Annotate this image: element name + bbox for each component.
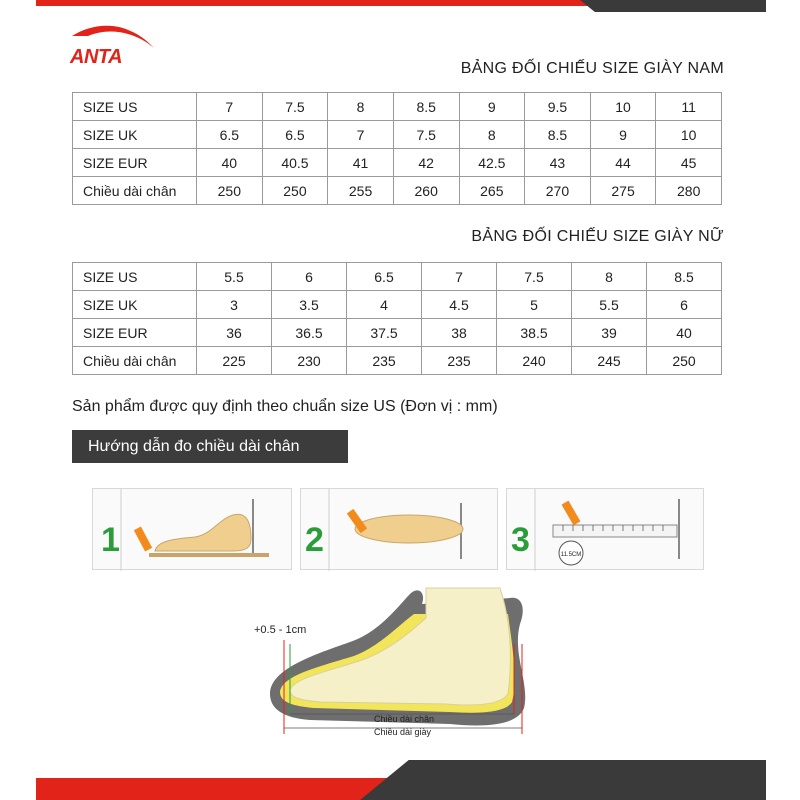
size-cell: 7.5 <box>262 93 328 121</box>
size-cell: 42.5 <box>459 149 525 177</box>
brand-logo-text: ANTA <box>70 46 123 68</box>
size-cell: 3 <box>197 291 272 319</box>
row-label: SIZE US <box>73 93 197 121</box>
women-table-title: BẢNG ĐỐI CHIẾU SIZE GIÀY NỮ <box>471 228 724 245</box>
top-red-stripe <box>36 0 596 6</box>
size-cell: 9 <box>590 121 656 149</box>
size-cell: 4 <box>347 291 422 319</box>
row-label: SIZE EUR <box>73 319 197 347</box>
size-cell: 8.5 <box>393 93 459 121</box>
size-cell: 10 <box>656 121 722 149</box>
size-cell: 37.5 <box>347 319 422 347</box>
size-cell: 3.5 <box>272 291 347 319</box>
size-cell: 260 <box>393 177 459 205</box>
row-label: SIZE EUR <box>73 149 197 177</box>
size-cell: 6.5 <box>347 263 422 291</box>
size-cell: 275 <box>590 177 656 205</box>
size-cell: 250 <box>647 347 722 375</box>
size-cell: 4.5 <box>422 291 497 319</box>
size-cell: 230 <box>272 347 347 375</box>
row-label: Chiều dài chân <box>73 347 197 375</box>
row-label: SIZE UK <box>73 291 197 319</box>
size-cell: 250 <box>197 177 263 205</box>
row-label: SIZE UK <box>73 121 197 149</box>
women-table-row <box>73 347 722 375</box>
bottom-red-stripe <box>36 778 416 800</box>
size-cell: 8 <box>328 93 394 121</box>
step-3-panel <box>506 488 704 570</box>
size-cell: 36.5 <box>272 319 347 347</box>
size-cell: 235 <box>422 347 497 375</box>
row-label: Chiều dài chân <box>73 177 197 205</box>
size-cell: 235 <box>347 347 422 375</box>
step-1-illustration <box>93 489 293 571</box>
size-cell: 44 <box>590 149 656 177</box>
bottom-dark-stripe <box>360 760 766 800</box>
size-cell: 42 <box>393 149 459 177</box>
size-cell: 245 <box>572 347 647 375</box>
size-cell: 45 <box>656 149 722 177</box>
row-label: SIZE US <box>73 263 197 291</box>
women-table-row <box>73 291 722 319</box>
top-dark-stripe <box>580 0 766 12</box>
men-table-title: BẢNG ĐỐI CHIẾU SIZE GIÀY NAM <box>460 60 724 77</box>
size-cell: 255 <box>328 177 394 205</box>
men-table-row <box>73 149 722 177</box>
size-cell: 8 <box>572 263 647 291</box>
size-cell: 5.5 <box>572 291 647 319</box>
women-table-row <box>73 263 722 291</box>
size-cell: 38.5 <box>497 319 572 347</box>
size-cell: 7 <box>197 93 263 121</box>
men-size-table <box>72 92 722 205</box>
size-cell: 40 <box>647 319 722 347</box>
size-cell: 7 <box>328 121 394 149</box>
size-cell: 9 <box>459 93 525 121</box>
offset-label: +0.5 - 1cm <box>254 624 307 636</box>
step-3-illustration <box>507 489 705 571</box>
size-cell: 280 <box>656 177 722 205</box>
size-cell: 38 <box>422 319 497 347</box>
men-table-row <box>73 121 722 149</box>
size-cell: 6.5 <box>197 121 263 149</box>
step-1-panel <box>92 488 292 570</box>
size-cell: 6.5 <box>262 121 328 149</box>
size-cell: 250 <box>262 177 328 205</box>
men-table-row <box>73 177 722 205</box>
size-cell: 36 <box>197 319 272 347</box>
step-2-illustration <box>301 489 499 571</box>
size-cell: 8.5 <box>525 121 591 149</box>
size-cell: 41 <box>328 149 394 177</box>
women-table-row <box>73 319 722 347</box>
unit-note: Sản phẩm được quy định theo chuẩn size US (Đơn vị : mm) <box>72 398 498 415</box>
size-cell: 240 <box>497 347 572 375</box>
women-size-table <box>72 262 722 375</box>
foot-length-label: Chiều dài chân <box>374 714 435 724</box>
size-cell: 43 <box>525 149 591 177</box>
size-cell: 7 <box>422 263 497 291</box>
guide-banner: Hướng dẫn đo chiều dài chân <box>72 430 348 463</box>
size-cell: 6 <box>647 291 722 319</box>
size-cell: 6 <box>272 263 347 291</box>
size-cell: 270 <box>525 177 591 205</box>
size-cell: 8 <box>459 121 525 149</box>
size-cell: 5.5 <box>197 263 272 291</box>
shoe-length-label: Chiều dài giày <box>374 727 432 737</box>
men-table-row <box>73 93 722 121</box>
step-1-number: 1 <box>101 521 120 559</box>
size-cell: 265 <box>459 177 525 205</box>
size-cell: 11 <box>656 93 722 121</box>
ruler-zoom-label: 11.5CM <box>560 552 582 558</box>
size-cell: 40.5 <box>262 149 328 177</box>
size-cell: 225 <box>197 347 272 375</box>
step-3-number: 3 <box>511 521 530 559</box>
size-cell: 8.5 <box>647 263 722 291</box>
size-cell: 10 <box>590 93 656 121</box>
step-2-number: 2 <box>305 521 324 559</box>
size-cell: 7.5 <box>497 263 572 291</box>
size-cell: 9.5 <box>525 93 591 121</box>
size-cell: 39 <box>572 319 647 347</box>
step-2-panel <box>300 488 498 570</box>
size-cell: 40 <box>197 149 263 177</box>
size-cell: 7.5 <box>393 121 459 149</box>
size-cell: 5 <box>497 291 572 319</box>
